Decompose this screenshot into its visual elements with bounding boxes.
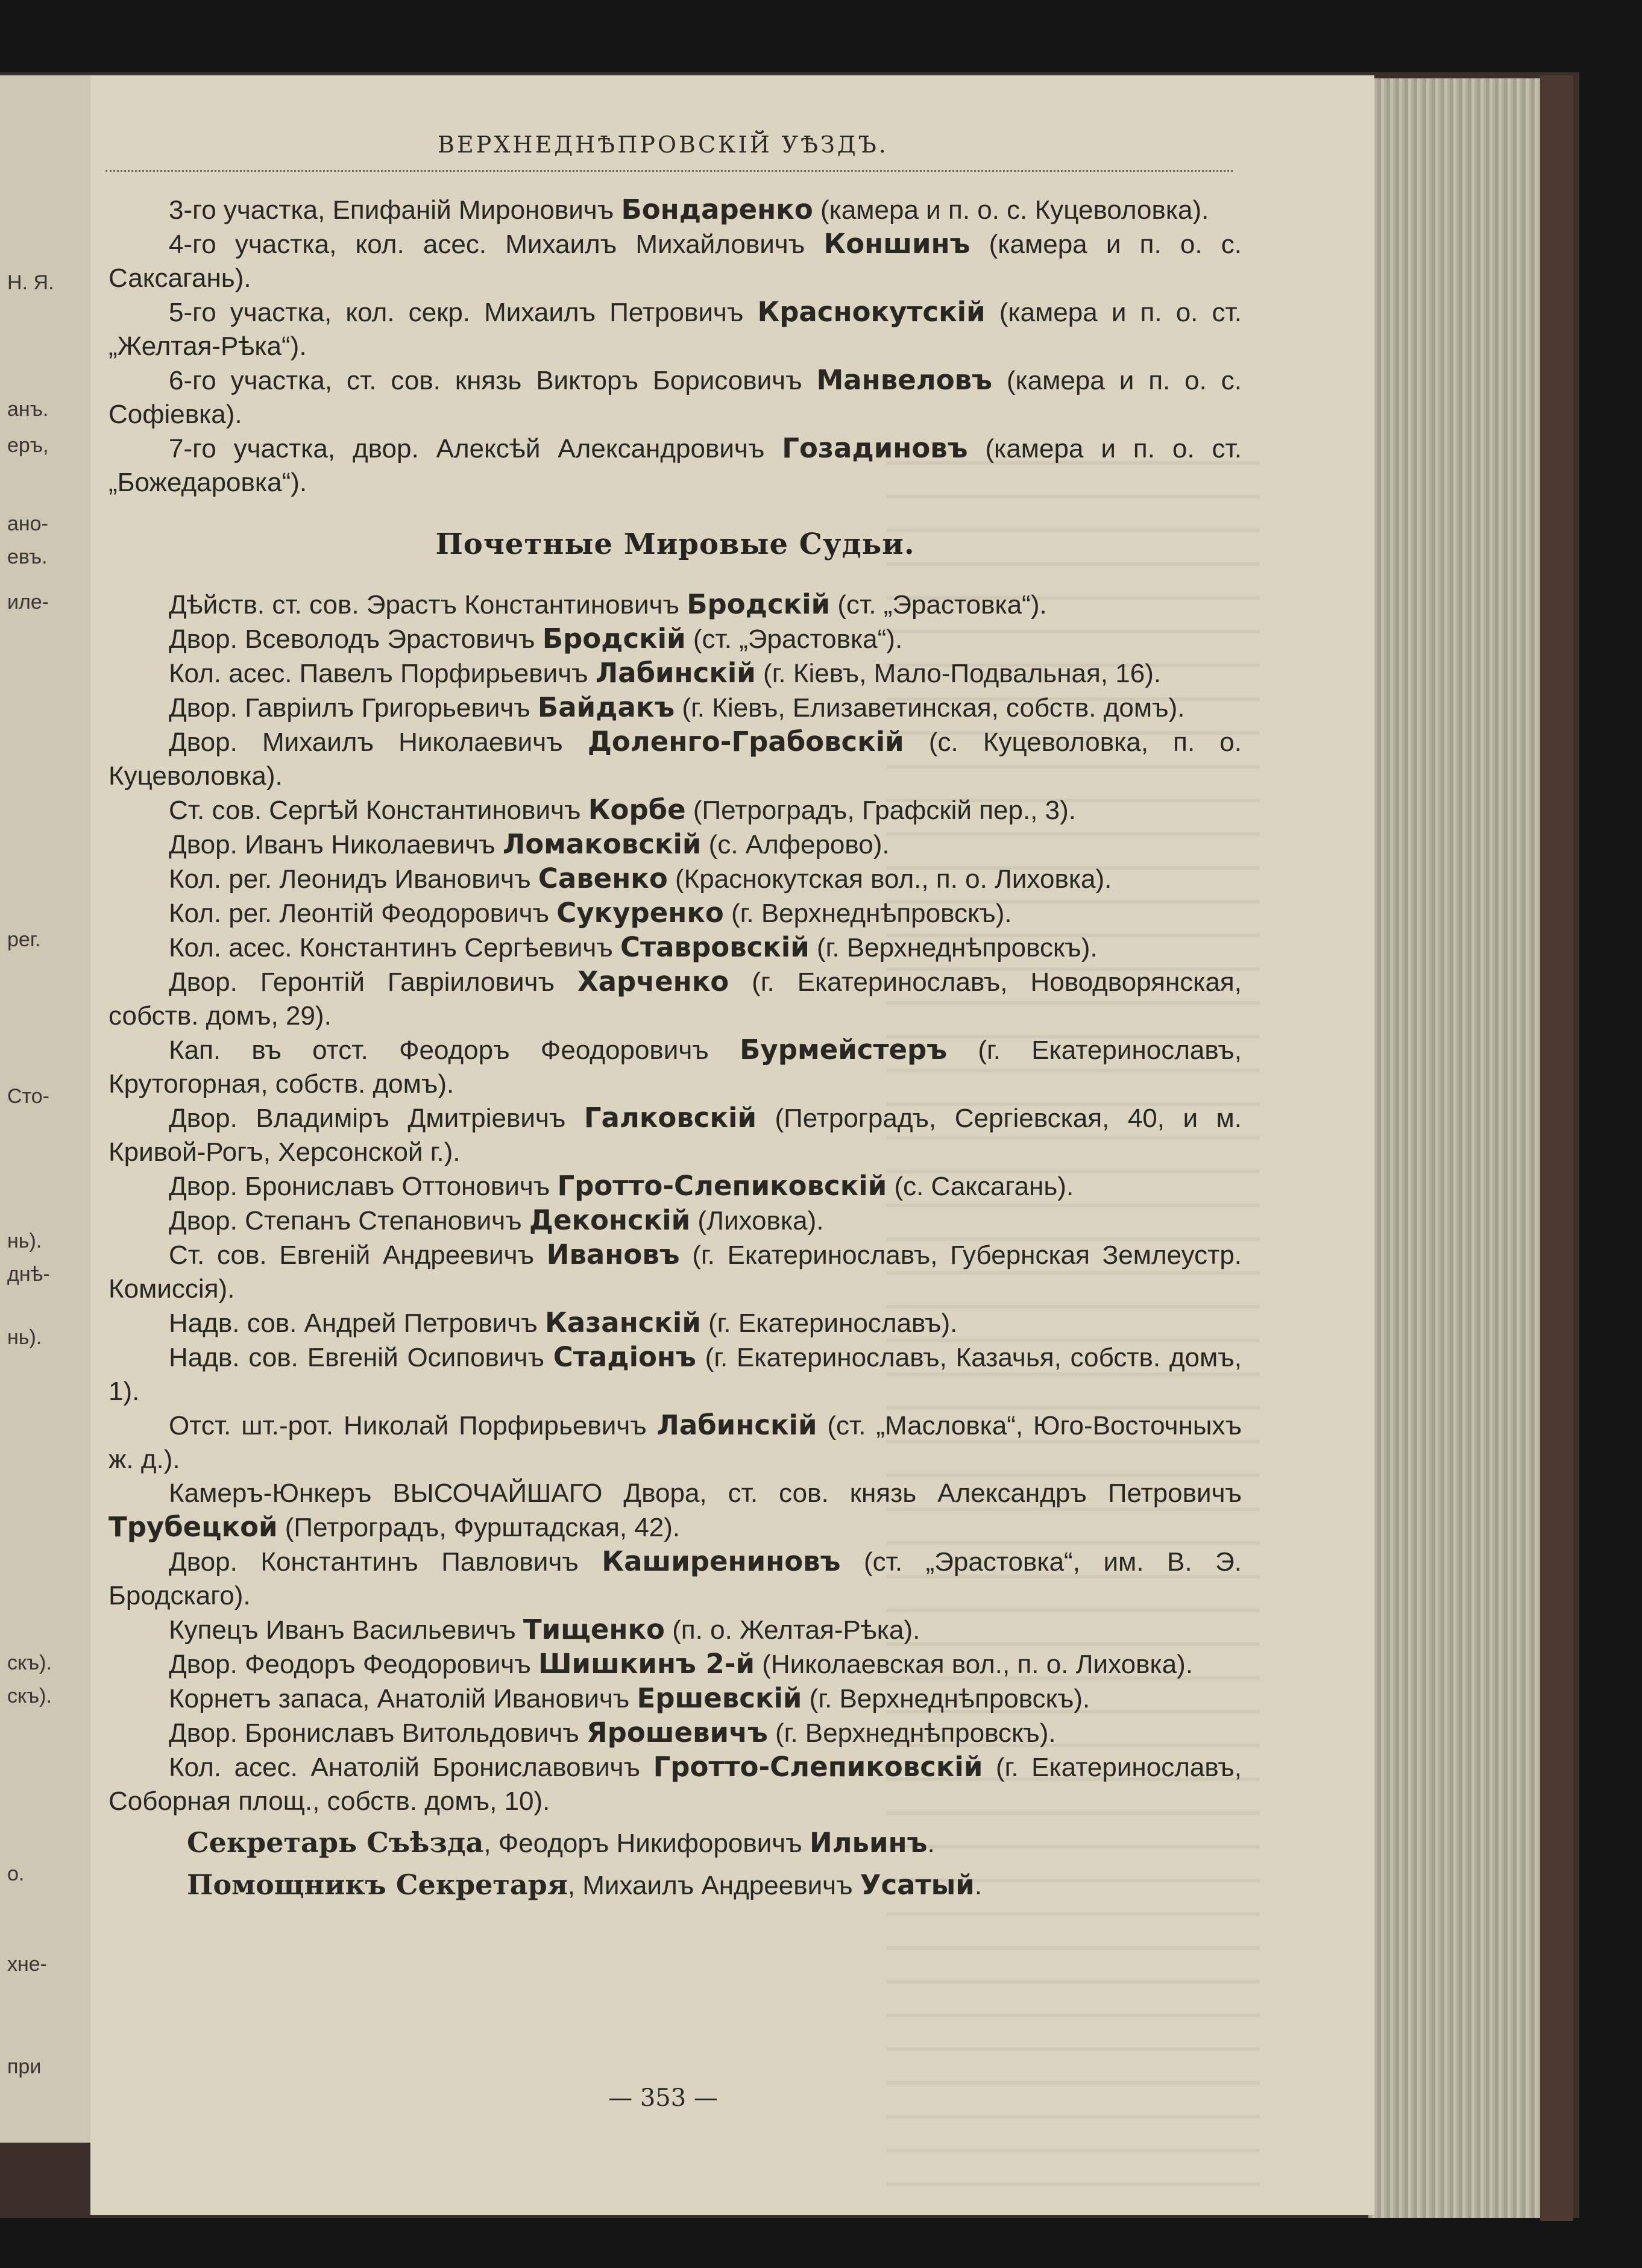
secretary-role: Секретарь Съѣзда (187, 1826, 484, 1859)
assistant-secretary-role: Помощникъ Секретаря (187, 1868, 568, 1901)
entry-prefix: Двор. Гавріилъ Григорьевичъ (169, 693, 538, 723)
entry-prefix: Двор. Иванъ Николаевичъ (169, 830, 503, 859)
entry-prefix: Двор. Феодоръ Феодоровичъ (169, 1650, 538, 1679)
honorary-judge-entry (109, 656, 1242, 691)
entry-surname: Ломаковскій (502, 828, 702, 860)
assistant-secretary-suffix: . (974, 1871, 983, 1900)
left-page-fragment: рег. (7, 928, 41, 951)
entry-surname: Ивановъ (546, 1239, 680, 1271)
left-page-edge (0, 75, 99, 2143)
honorary-judge-entry (109, 1682, 1242, 1716)
entry-surname: Бродскій (542, 623, 686, 655)
entry-surname: Байдакъ (537, 691, 675, 723)
entry-prefix: Ст. сов. Сергѣй Константиновичъ (169, 796, 588, 825)
entry-surname: Корбе (588, 794, 686, 826)
entry-suffix: (камера и п. о. с. Куцеволовка). (813, 195, 1209, 225)
honorary-judge-entry (109, 1613, 1242, 1647)
entry-prefix: Двор. Брониславъ Оттоновичъ (169, 1172, 558, 1201)
entry-suffix: (Лиховка). (690, 1206, 824, 1236)
left-page-fragment: иле- (7, 591, 49, 614)
honorary-judge-entry (109, 691, 1242, 725)
entry-prefix: 3-го участка, Епифаній Мироновичъ (169, 195, 621, 225)
entry-prefix: Надв. сов. Андрей Петровичъ (169, 1308, 545, 1338)
entry-suffix: (ст. „Эрастовка“). (685, 624, 903, 654)
entry-suffix: (Петроградъ, Графскій пер., 3). (685, 796, 1076, 825)
entry-surname: Гозадиновъ (782, 432, 968, 464)
entry-suffix: (Николаевская вол., п. о. Лиховка). (755, 1650, 1194, 1679)
entry-surname: Бродскій (687, 588, 831, 620)
entry-suffix: (ст. „Эрастовка“, им. В. Э. Бродскаго). (109, 1547, 1242, 1610)
entry-suffix: (Краснокутская вол., п. о. Лиховка). (667, 864, 1112, 894)
entry-suffix: (г. Кіевъ, Елизаветинская, собств. домъ). (675, 693, 1185, 723)
entry-suffix: (п. о. Желтая-Рѣка). (664, 1615, 920, 1645)
honorary-judge-entry (109, 622, 1242, 656)
entry-prefix: Кол. асес. Константинъ Сергѣевичъ (169, 933, 621, 963)
entry-surname: Каширениновъ (602, 1545, 841, 1577)
entry-prefix: Двор. Брониславъ Витольдовичъ (169, 1718, 587, 1748)
entry-suffix: (ст. „Масловка“, Юго-Восточныхъ ж. д.). (109, 1411, 1242, 1474)
entry-suffix: (ст. „Эрастовка“). (830, 590, 1047, 620)
entry-suffix: (с. Алферово). (701, 830, 890, 859)
district-judges-list (109, 193, 1242, 500)
entry-suffix: (г. Екатеринославъ, Крутогорная, собств. домъ). (109, 1035, 1242, 1099)
honorary-judge-entry (109, 1033, 1242, 1101)
page-body (109, 193, 1242, 1903)
honorary-judge-entry (109, 965, 1242, 1033)
entry-prefix: Кол. асес. Анатолій Брониславовичъ (169, 1753, 653, 1782)
entry-surname: Шишкинъ 2-й (538, 1648, 755, 1680)
entry-suffix: (г. Кіевъ, Мало-Подвальная, 16). (755, 659, 1162, 688)
secretary-suffix: . (927, 1829, 935, 1858)
entry-surname: Коншинъ (823, 228, 970, 260)
assistant-secretary-line (109, 1868, 1242, 1903)
left-page-fragment: Сто- (7, 1085, 49, 1108)
entry-suffix: (камера и п. о. ст. „Божедаровка“). (109, 434, 1242, 497)
entry-prefix: Купецъ Иванъ Васильевичъ (169, 1615, 523, 1645)
entry-surname: Сукуренко (556, 897, 724, 929)
header-rule (105, 170, 1233, 172)
honorary-judge-entry (109, 1340, 1242, 1409)
entry-surname: Краснокутскій (757, 296, 986, 328)
entry-prefix: Камеръ-Юнкеръ ВЫСОЧАЙШАГО Двора, ст. сов. князь Александръ Петровичъ (169, 1478, 1242, 1508)
entry-prefix: 4-го участка, кол. асес. Михаилъ Михайловичъ (169, 230, 824, 259)
entry-suffix: (г. Верхнеднѣпровскъ). (767, 1718, 1056, 1748)
honorary-judge-entry (109, 1101, 1242, 1169)
left-page-fragment: анъ. (7, 398, 49, 421)
honorary-judge-entry (109, 1306, 1242, 1340)
entry-surname: Стадіонъ (553, 1341, 696, 1373)
honorary-judge-entry (109, 725, 1242, 793)
book-cover-edge (1540, 75, 1573, 2221)
entry-prefix: Двор. Михаилъ Николаевичъ (169, 727, 588, 757)
honorary-judge-entry (109, 1716, 1242, 1750)
entry-prefix: Двор. Владиміръ Дмитріевичъ (169, 1104, 584, 1133)
honorary-judge-entry (109, 1238, 1242, 1306)
entry-surname: Лабинскій (656, 1409, 817, 1441)
entry-prefix: Дѣйств. ст. сов. Эрастъ Константиновичъ (169, 590, 687, 620)
honorary-judge-entry (109, 588, 1242, 622)
honorary-judge-entry (109, 1169, 1242, 1204)
entry-surname: Ставровскій (620, 931, 810, 963)
assistant-secretary-name-prefix: , Михаилъ Андреевичъ (567, 1871, 860, 1900)
honorary-judge-entry (109, 1750, 1242, 1818)
secretary-line (109, 1826, 1242, 1861)
entry-surname: Ершевскій (637, 1682, 802, 1714)
left-page-fragment: Н. Я. (7, 271, 54, 294)
entry-suffix: (г. Екатеринославъ, Соборная площ., собств. домъ, 10). (109, 1753, 1242, 1816)
secretary-surname: Ильинъ (809, 1827, 928, 1859)
left-page-fragment: хне- (7, 1953, 48, 1976)
section-title: Почетные Мировые Судьи. (435, 527, 915, 561)
entry-prefix: Корнетъ запаса, Анатолій Ивановичъ (169, 1684, 637, 1714)
entry-suffix: (камера и п. о. с. Саксагань). (109, 230, 1242, 293)
entry-surname: Бурмейстеръ (740, 1034, 948, 1066)
entry-suffix: (камера и п. о. ст. „Желтая-Рѣка“). (109, 298, 1242, 361)
entry-prefix: Двор. Константинъ Павловичъ (169, 1547, 602, 1577)
entry-prefix: Отст. шт.-рот. Николай Порфирьевичъ (169, 1411, 657, 1440)
assistant-secretary-surname: Усатый (860, 1869, 975, 1901)
entry-prefix: 7-го участка, двор. Алексѣй Александровичъ (169, 434, 782, 463)
honorary-judge-entry (109, 1204, 1242, 1238)
left-page-fragment: при (7, 2055, 42, 2078)
entry-suffix: (с. Куцеволовка, п. о. Куцеволовка). (109, 727, 1242, 791)
entry-prefix: Ст. сов. Евгеній Андреевичъ (169, 1240, 547, 1270)
entry-prefix: Кол. рег. Леонтій Феодоровичъ (169, 899, 557, 928)
entry-surname: Бондаренко (621, 193, 813, 225)
entry-surname: Казанскій (544, 1307, 701, 1339)
entry-suffix: (г. Екатеринославъ, Казачья, собств. домъ, 1). (109, 1343, 1242, 1406)
honorary-judge-entry (109, 1647, 1242, 1682)
left-page-fragment: еръ, (7, 434, 49, 457)
district-judge-entry (109, 432, 1242, 500)
honorary-judge-entry (109, 1545, 1242, 1613)
entry-surname: Харченко (577, 966, 729, 997)
honorary-judge-entry (109, 1409, 1242, 1477)
district-judge-entry (109, 193, 1242, 227)
entry-suffix: (г. Екатеринославъ, Губернская Землеустр. Комиссія). (109, 1240, 1242, 1304)
entry-surname: Гротто-Слепиковскій (653, 1751, 983, 1783)
entry-surname: Гротто-Слепиковскій (557, 1170, 887, 1202)
entry-prefix: Кол. рег. Леонидъ Ивановичъ (169, 864, 538, 894)
entry-surname: Галковскій (584, 1102, 757, 1134)
entry-prefix: 5-го участка, кол. секр. Михаилъ Петровичъ (169, 298, 758, 327)
entry-suffix: (Петроградъ, Фурштадская, 42). (277, 1513, 681, 1542)
entry-suffix: (Петроградъ, Сергіевская, 40, и м. Кривой-Рогъ, Херсонской г.). (109, 1104, 1242, 1167)
left-page-fragment: нь). (7, 1230, 42, 1252)
page-number: — 353 — (608, 2084, 718, 2112)
entry-prefix: Кол. асес. Павелъ Порфирьевичъ (169, 659, 596, 688)
honorary-judges-list (109, 588, 1242, 1818)
district-judge-entry (109, 295, 1242, 363)
honorary-judge-entry (109, 896, 1242, 931)
entry-suffix: (г. Верхнеднѣпровскъ). (802, 1684, 1090, 1714)
entry-suffix: (г. Верхнеднѣпровскъ). (809, 933, 1098, 963)
honorary-judge-entry (109, 931, 1242, 965)
left-page-fragment: ано- (7, 512, 48, 535)
entry-prefix: Двор. Геронтій Гавріиловичъ (169, 967, 577, 997)
honorary-judge-entry (109, 828, 1242, 862)
entry-surname: Доленго-Грабовскій (587, 726, 904, 758)
left-page-fragment: нь). (7, 1326, 42, 1349)
honorary-judge-entry (109, 862, 1242, 896)
honorary-judge-entry (109, 793, 1242, 828)
entry-surname: Тищенко (523, 1613, 665, 1645)
secretary-name-prefix: , Феодоръ Никифоровичъ (483, 1829, 810, 1858)
entry-suffix: (камера и п. о. с. Софіевка). (109, 366, 1242, 429)
entry-prefix: Двор. Всеволодъ Эрастовичъ (169, 624, 543, 654)
running-head: ВЕРХНЕДНѢПРОВСКІЙ УѢЗДЪ. (438, 131, 889, 158)
left-page-fragment: о. (7, 1862, 25, 1885)
entry-suffix: (г. Екатеринославъ). (700, 1308, 958, 1338)
district-judge-entry (109, 227, 1242, 295)
left-page-fragment: днѣ- (7, 1263, 50, 1286)
honorary-judge-entry (109, 1477, 1242, 1545)
entry-surname: Лабинскій (595, 657, 756, 689)
entry-suffix: (г. Верхнеднѣпровскъ). (723, 899, 1012, 928)
district-judge-entry (109, 363, 1242, 432)
left-page-fragment: скъ). (7, 1685, 52, 1707)
entry-suffix: (с. Саксагань). (887, 1172, 1074, 1201)
entry-surname: Манвеловъ (816, 364, 992, 396)
entry-prefix: Двор. Степанъ Степановичъ (169, 1206, 529, 1236)
entry-surname: Савенко (538, 862, 668, 894)
entry-prefix: Надв. сов. Евгеній Осиповичъ (169, 1343, 553, 1372)
left-page-fragment: скъ). (7, 1651, 52, 1674)
entry-suffix: (г. Екатеринославъ, Новодворянская, собств. домъ, 29). (109, 967, 1242, 1031)
left-page-fragment: евъ. (7, 545, 48, 568)
entry-prefix: 6-го участка, ст. сов. князь Викторъ Борисовичъ (169, 366, 817, 395)
entry-surname: Трубецкой (109, 1511, 278, 1543)
entry-prefix: Кап. въ отст. Феодоръ Феодоровичъ (169, 1035, 740, 1065)
entry-surname: Деконскій (529, 1204, 691, 1236)
entry-surname: Ярошевичъ (586, 1717, 768, 1748)
